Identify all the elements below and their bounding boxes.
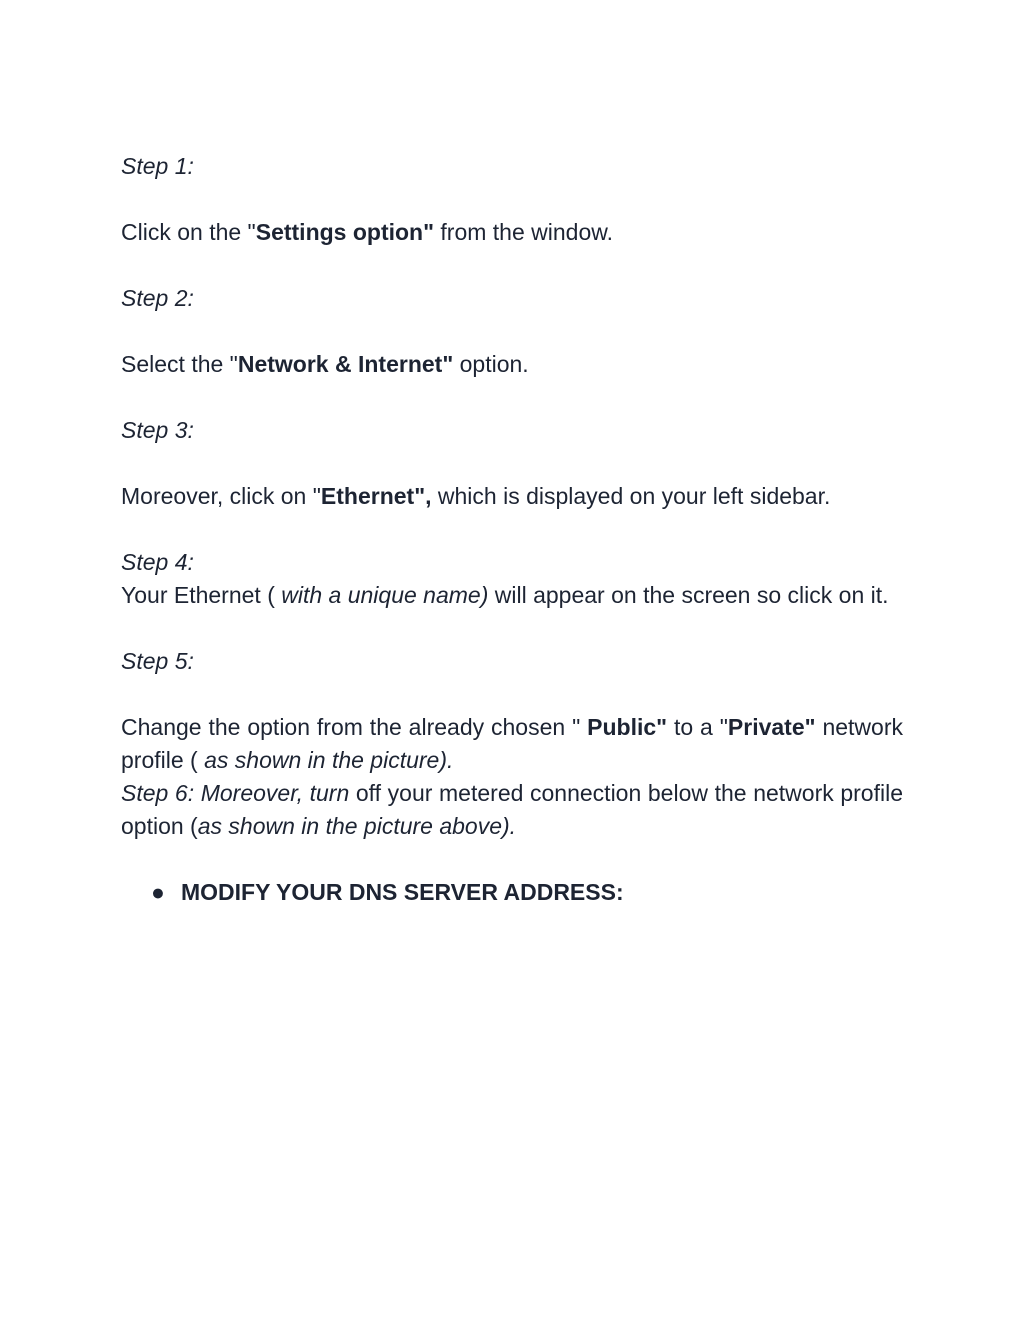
step-5-text-public: Public" (587, 714, 668, 740)
step-3-text-pre: Moreover, click on " (121, 483, 321, 509)
step-1-text-bold: Settings option" (255, 219, 435, 245)
step-5-text-b: to a " (667, 714, 728, 740)
step-5-heading: Step 5: (121, 648, 194, 674)
step-5-text-c: network profile ( (121, 714, 903, 773)
step-3-text-bold: Ethernet", (320, 483, 432, 509)
step-1-text (121, 216, 903, 249)
step-5-text-private: Private" (727, 714, 816, 740)
step-2-text-pre: Select the " (121, 351, 238, 377)
step-6-text-italic-2: as shown in the picture above). (197, 813, 517, 839)
document-body (121, 150, 903, 909)
dns-section-heading: MODIFY YOUR DNS SERVER ADDRESS: (181, 879, 624, 905)
step-2-text-bold: Network & Internet" (237, 351, 454, 377)
step-5-text-italic: as shown in the picture). (204, 747, 454, 773)
step-1-text-pre: Click on the " (121, 219, 256, 245)
step-2-heading: Step 2: (121, 285, 194, 311)
step-3-heading: Step 3: (121, 417, 194, 443)
step-3-text (121, 480, 903, 513)
step-6-text-italic: Step 6: Moreover, turn (121, 780, 350, 806)
step-3-text-post: which is displayed on your left sidebar. (431, 483, 831, 509)
step-4-text-post: will appear on the screen so click on it. (488, 582, 889, 608)
step-5-text-a: Change the option from the already chosen " (121, 714, 588, 740)
step-6-text (121, 777, 903, 843)
step-2-text-post: option. (453, 351, 529, 377)
step-5-text (121, 711, 903, 777)
step-4-text-italic: with a unique name) (281, 582, 489, 608)
step-2-text (121, 348, 903, 381)
step-4-text-pre: Your Ethernet ( (121, 582, 282, 608)
step-4-heading: Step 4: (121, 549, 194, 575)
bullet-dot-icon: ● (151, 879, 165, 905)
step-1-heading: Step 1: (121, 153, 194, 179)
step-6-text-mid: off your metered connection below the network profile option ( (121, 780, 903, 839)
step-4-text (121, 579, 903, 612)
step-1-text-post: from the window. (434, 219, 613, 245)
dns-section-bullet (121, 876, 903, 909)
